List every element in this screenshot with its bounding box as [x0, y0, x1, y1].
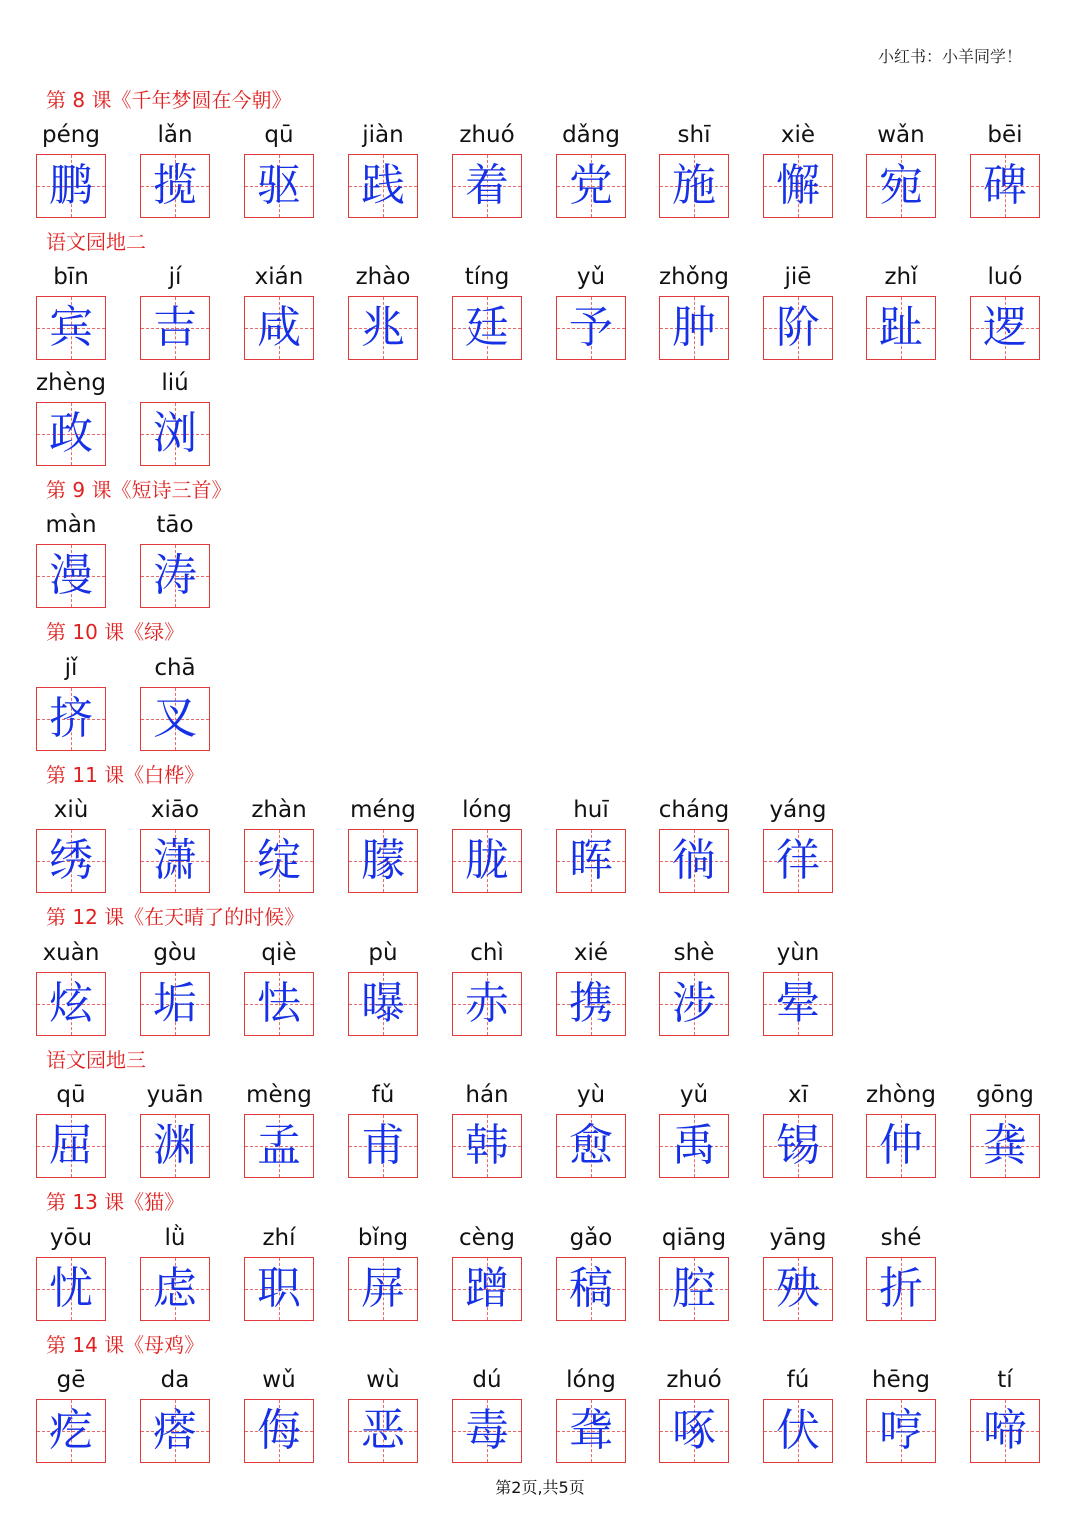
tian-grid-box: [556, 829, 626, 893]
pinyin-label: xián: [254, 264, 304, 290]
tian-grid-box: [140, 1399, 210, 1463]
pinyin-label: màn: [45, 512, 97, 538]
hanzi-character: 虑: [153, 1263, 197, 1314]
pinyin-label: tāo: [156, 512, 194, 538]
pinyin-label: méng: [350, 797, 416, 823]
pinyin-label: pù: [368, 940, 398, 966]
hanzi-character: 政: [49, 408, 93, 459]
hanzi-character: 瘩: [153, 1405, 197, 1456]
pinyin-label: bēi: [987, 122, 1023, 148]
tian-grid-box: [866, 1399, 936, 1463]
hanzi-character: 党: [569, 160, 613, 211]
tian-grid-box: [452, 1399, 522, 1463]
hanzi-character: 朦: [361, 835, 405, 886]
pinyin-label: mèng: [246, 1082, 312, 1108]
pinyin-label: wù: [366, 1367, 400, 1393]
hanzi-character: 伏: [776, 1405, 820, 1456]
pinyin-label: yáng: [769, 797, 827, 823]
tian-grid-box: [36, 296, 106, 360]
tian-grid-box: [244, 1114, 314, 1178]
tian-grid-box: [659, 296, 729, 360]
pinyin-label: yǔ: [679, 1082, 709, 1108]
pinyin-label: da: [160, 1367, 190, 1393]
pinyin-label: zhuó: [459, 122, 515, 148]
hanzi-character: 徉: [776, 835, 820, 886]
pinyin-label: xiù: [53, 797, 89, 823]
tian-grid-box: [36, 687, 106, 751]
pinyin-label: lǜ: [164, 1225, 186, 1251]
tian-grid-box: [659, 1257, 729, 1321]
tian-grid-box: [348, 972, 418, 1036]
hanzi-character: 殃: [776, 1263, 820, 1314]
hanzi-character: 绣: [49, 835, 93, 886]
tian-grid-box: [244, 1257, 314, 1321]
hanzi-character: 涛: [153, 550, 197, 601]
hanzi-character: 挤: [49, 693, 93, 744]
pinyin-label: xié: [573, 940, 609, 966]
tian-grid-box: [763, 1257, 833, 1321]
hanzi-character: 聋: [569, 1405, 613, 1456]
pinyin-label: zhǒng: [659, 264, 729, 290]
pinyin-label: fǔ: [371, 1082, 395, 1108]
pinyin-label: dú: [472, 1367, 502, 1393]
hanzi-character: 吉: [153, 302, 197, 353]
tian-grid-box: [763, 154, 833, 218]
pinyin-label: gē: [56, 1367, 86, 1393]
tian-grid-box: [763, 1399, 833, 1463]
hanzi-character: 绽: [257, 835, 301, 886]
pinyin-label: gòu: [153, 940, 197, 966]
pinyin-label: gōng: [976, 1082, 1034, 1108]
pinyin-label: shè: [673, 940, 715, 966]
tian-grid-box: [36, 1114, 106, 1178]
tian-grid-box: [659, 1114, 729, 1178]
pinyin-label: yuān: [146, 1082, 204, 1108]
tian-grid-box: [659, 972, 729, 1036]
pinyin-label: jí: [168, 264, 182, 290]
pinyin-label: shé: [880, 1225, 922, 1251]
tian-grid-box: [244, 296, 314, 360]
pinyin-label: cháng: [658, 797, 730, 823]
hanzi-character: 肿: [672, 302, 716, 353]
tian-grid-box: [244, 972, 314, 1036]
pinyin-label: yù: [576, 1082, 606, 1108]
tian-grid-box: [36, 544, 106, 608]
tian-grid-box: [140, 1114, 210, 1178]
pinyin-label: luó: [987, 264, 1023, 290]
tian-grid-box: [866, 154, 936, 218]
tian-grid-box: [36, 402, 106, 466]
hanzi-character: 啼: [983, 1405, 1027, 1456]
pinyin-label: lóng: [566, 1367, 616, 1393]
pinyin-label: zhí: [262, 1225, 296, 1251]
hanzi-character: 施: [672, 160, 716, 211]
hanzi-character: 着: [465, 160, 509, 211]
pinyin-label: wǎn: [877, 122, 925, 148]
pinyin-label: tíng: [464, 264, 510, 290]
hanzi-character: 兆: [361, 302, 405, 353]
pinyin-label: huī: [573, 797, 609, 823]
pinyin-label: qū: [264, 122, 294, 148]
hanzi-character: 忧: [49, 1263, 93, 1314]
tian-grid-box: [452, 1257, 522, 1321]
tian-grid-box: [659, 1399, 729, 1463]
section-title: 第 14 课《母鸡》: [46, 1333, 205, 1357]
tian-grid-box: [556, 972, 626, 1036]
tian-grid-box: [244, 154, 314, 218]
tian-grid-box: [452, 154, 522, 218]
hanzi-character: 侮: [257, 1405, 301, 1456]
pinyin-label: qū: [56, 1082, 86, 1108]
pinyin-label: péng: [42, 122, 100, 148]
pinyin-label: gǎo: [569, 1225, 613, 1251]
tian-grid-box: [36, 154, 106, 218]
hanzi-character: 垢: [153, 978, 197, 1029]
pinyin-label: chì: [470, 940, 504, 966]
hanzi-character: 涉: [672, 978, 716, 1029]
tian-grid-box: [659, 829, 729, 893]
tian-grid-box: [763, 972, 833, 1036]
pinyin-label: jiàn: [362, 122, 404, 148]
hanzi-character: 践: [361, 160, 405, 211]
tian-grid-box: [452, 972, 522, 1036]
pinyin-label: shī: [677, 122, 711, 148]
pinyin-label: qiè: [261, 940, 297, 966]
hanzi-character: 甫: [361, 1120, 405, 1171]
tian-grid-box: [866, 1114, 936, 1178]
hanzi-character: 叉: [153, 693, 197, 744]
hanzi-character: 廷: [465, 302, 509, 353]
pinyin-label: cèng: [459, 1225, 515, 1251]
hanzi-character: 予: [569, 302, 613, 353]
hanzi-character: 揽: [153, 160, 197, 211]
tian-grid-box: [866, 1257, 936, 1321]
hanzi-character: 怯: [257, 978, 301, 1029]
pinyin-label: xuàn: [42, 940, 100, 966]
hanzi-character: 腔: [672, 1263, 716, 1314]
tian-grid-box: [140, 154, 210, 218]
hanzi-character: 晖: [569, 835, 613, 886]
hanzi-character: 毒: [465, 1405, 509, 1456]
hanzi-character: 逻: [983, 302, 1027, 353]
pinyin-label: xī: [787, 1082, 808, 1108]
section-title: 第 9 课《短诗三首》: [46, 478, 232, 502]
tian-grid-box: [763, 829, 833, 893]
tian-grid-box: [452, 1114, 522, 1178]
tian-grid-box: [348, 829, 418, 893]
hanzi-character: 稿: [569, 1263, 613, 1314]
hanzi-character: 韩: [465, 1120, 509, 1171]
pinyin-label: yāng: [769, 1225, 827, 1251]
tian-grid-box: [348, 1257, 418, 1321]
pinyin-label: liú: [161, 370, 189, 396]
hanzi-character: 孟: [257, 1120, 301, 1171]
hanzi-character: 龚: [983, 1120, 1027, 1171]
tian-grid-box: [140, 402, 210, 466]
pinyin-label: dǎng: [562, 122, 620, 148]
pinyin-label: xiāo: [150, 797, 200, 823]
tian-grid-box: [556, 1114, 626, 1178]
tian-grid-box: [556, 1399, 626, 1463]
hanzi-character: 屏: [361, 1263, 405, 1314]
hanzi-character: 蹭: [465, 1263, 509, 1314]
tian-grid-box: [866, 296, 936, 360]
tian-grid-box: [36, 1399, 106, 1463]
pinyin-label: fú: [786, 1367, 810, 1393]
hanzi-character: 渊: [153, 1120, 197, 1171]
pinyin-label: chā: [154, 655, 196, 681]
pinyin-label: zhòng: [866, 1082, 936, 1108]
pinyin-label: lóng: [462, 797, 512, 823]
pinyin-label: yùn: [776, 940, 820, 966]
pinyin-label: zhèng: [36, 370, 106, 396]
section-title: 第 8 课《千年梦圆在今朝》: [46, 88, 292, 112]
hanzi-character: 驱: [257, 160, 301, 211]
tian-grid-box: [970, 154, 1040, 218]
tian-grid-box: [348, 1114, 418, 1178]
hanzi-character: 炫: [49, 978, 93, 1029]
tian-grid-box: [970, 1399, 1040, 1463]
hanzi-character: 赤: [465, 978, 509, 1029]
tian-grid-box: [452, 829, 522, 893]
pinyin-label: jǐ: [64, 655, 78, 681]
tian-grid-box: [140, 829, 210, 893]
hanzi-character: 哼: [879, 1405, 923, 1456]
section-title: 第 13 课《猫》: [46, 1190, 185, 1214]
hanzi-character: 曝: [361, 978, 405, 1029]
hanzi-character: 愈: [569, 1120, 613, 1171]
tian-grid-box: [970, 1114, 1040, 1178]
hanzi-character: 胧: [465, 835, 509, 886]
hanzi-character: 折: [879, 1263, 923, 1314]
tian-grid-box: [36, 829, 106, 893]
section-title: 第 10 课《绿》: [46, 620, 185, 644]
hanzi-character: 恶: [361, 1405, 405, 1456]
hanzi-character: 浏: [153, 408, 197, 459]
tian-grid-box: [140, 972, 210, 1036]
pinyin-label: bīn: [53, 264, 89, 290]
pinyin-label: zhuó: [666, 1367, 722, 1393]
tian-grid-box: [348, 154, 418, 218]
hanzi-character: 懈: [776, 160, 820, 211]
tian-grid-box: [556, 296, 626, 360]
hanzi-character: 啄: [672, 1405, 716, 1456]
section-title: 语文园地三: [46, 1048, 146, 1072]
hanzi-character: 职: [257, 1263, 301, 1314]
hanzi-character: 屈: [49, 1120, 93, 1171]
pinyin-label: tí: [997, 1367, 1013, 1393]
pinyin-label: yōu: [49, 1225, 93, 1251]
hanzi-character: 咸: [257, 302, 301, 353]
hanzi-character: 宛: [879, 160, 923, 211]
tian-grid-box: [348, 296, 418, 360]
pinyin-label: bǐng: [357, 1225, 409, 1251]
hanzi-character: 徜: [672, 835, 716, 886]
tian-grid-box: [36, 1257, 106, 1321]
tian-grid-box: [763, 1114, 833, 1178]
tian-grid-box: [36, 972, 106, 1036]
tian-grid-box: [452, 296, 522, 360]
tian-grid-box: [659, 154, 729, 218]
section-title: 语文园地二: [46, 230, 146, 254]
pinyin-label: qiāng: [661, 1225, 727, 1251]
tian-grid-box: [244, 1399, 314, 1463]
tian-grid-box: [556, 154, 626, 218]
hanzi-character: 疙: [49, 1405, 93, 1456]
hanzi-character: 漫: [49, 550, 93, 601]
pinyin-label: hēng: [872, 1367, 930, 1393]
page-number: 第2页,共5页: [495, 1478, 585, 1497]
hanzi-character: 鹏: [49, 160, 93, 211]
hanzi-character: 趾: [879, 302, 923, 353]
header-note: 小红书：小羊同学！: [877, 47, 1022, 66]
tian-grid-box: [140, 1257, 210, 1321]
pinyin-label: zhào: [355, 264, 411, 290]
hanzi-character: 携: [569, 978, 613, 1029]
hanzi-character: 晕: [776, 978, 820, 1029]
tian-grid-box: [140, 296, 210, 360]
tian-grid-box: [763, 296, 833, 360]
pinyin-label: zhǐ: [884, 264, 918, 290]
section-title: 第 12 课《在天晴了的时候》: [46, 905, 305, 929]
pinyin-label: jiē: [784, 264, 812, 290]
tian-grid-box: [348, 1399, 418, 1463]
section-title: 第 11 课《白桦》: [46, 763, 205, 787]
tian-grid-box: [556, 1257, 626, 1321]
pinyin-label: zhàn: [251, 797, 307, 823]
pinyin-label: lǎn: [157, 122, 193, 148]
tian-grid-box: [140, 544, 210, 608]
tian-grid-box: [244, 829, 314, 893]
hanzi-character: 碑: [983, 160, 1027, 211]
hanzi-character: 阶: [776, 302, 820, 353]
tian-grid-box: [970, 296, 1040, 360]
pinyin-label: yǔ: [576, 264, 606, 290]
hanzi-character: 禹: [672, 1120, 716, 1171]
tian-grid-box: [140, 687, 210, 751]
hanzi-character: 潇: [153, 835, 197, 886]
hanzi-character: 宾: [49, 302, 93, 353]
pinyin-label: xiè: [780, 122, 816, 148]
hanzi-character: 锡: [776, 1120, 820, 1171]
hanzi-character: 仲: [879, 1120, 923, 1171]
pinyin-label: wǔ: [262, 1367, 296, 1393]
pinyin-label: hán: [465, 1082, 509, 1108]
